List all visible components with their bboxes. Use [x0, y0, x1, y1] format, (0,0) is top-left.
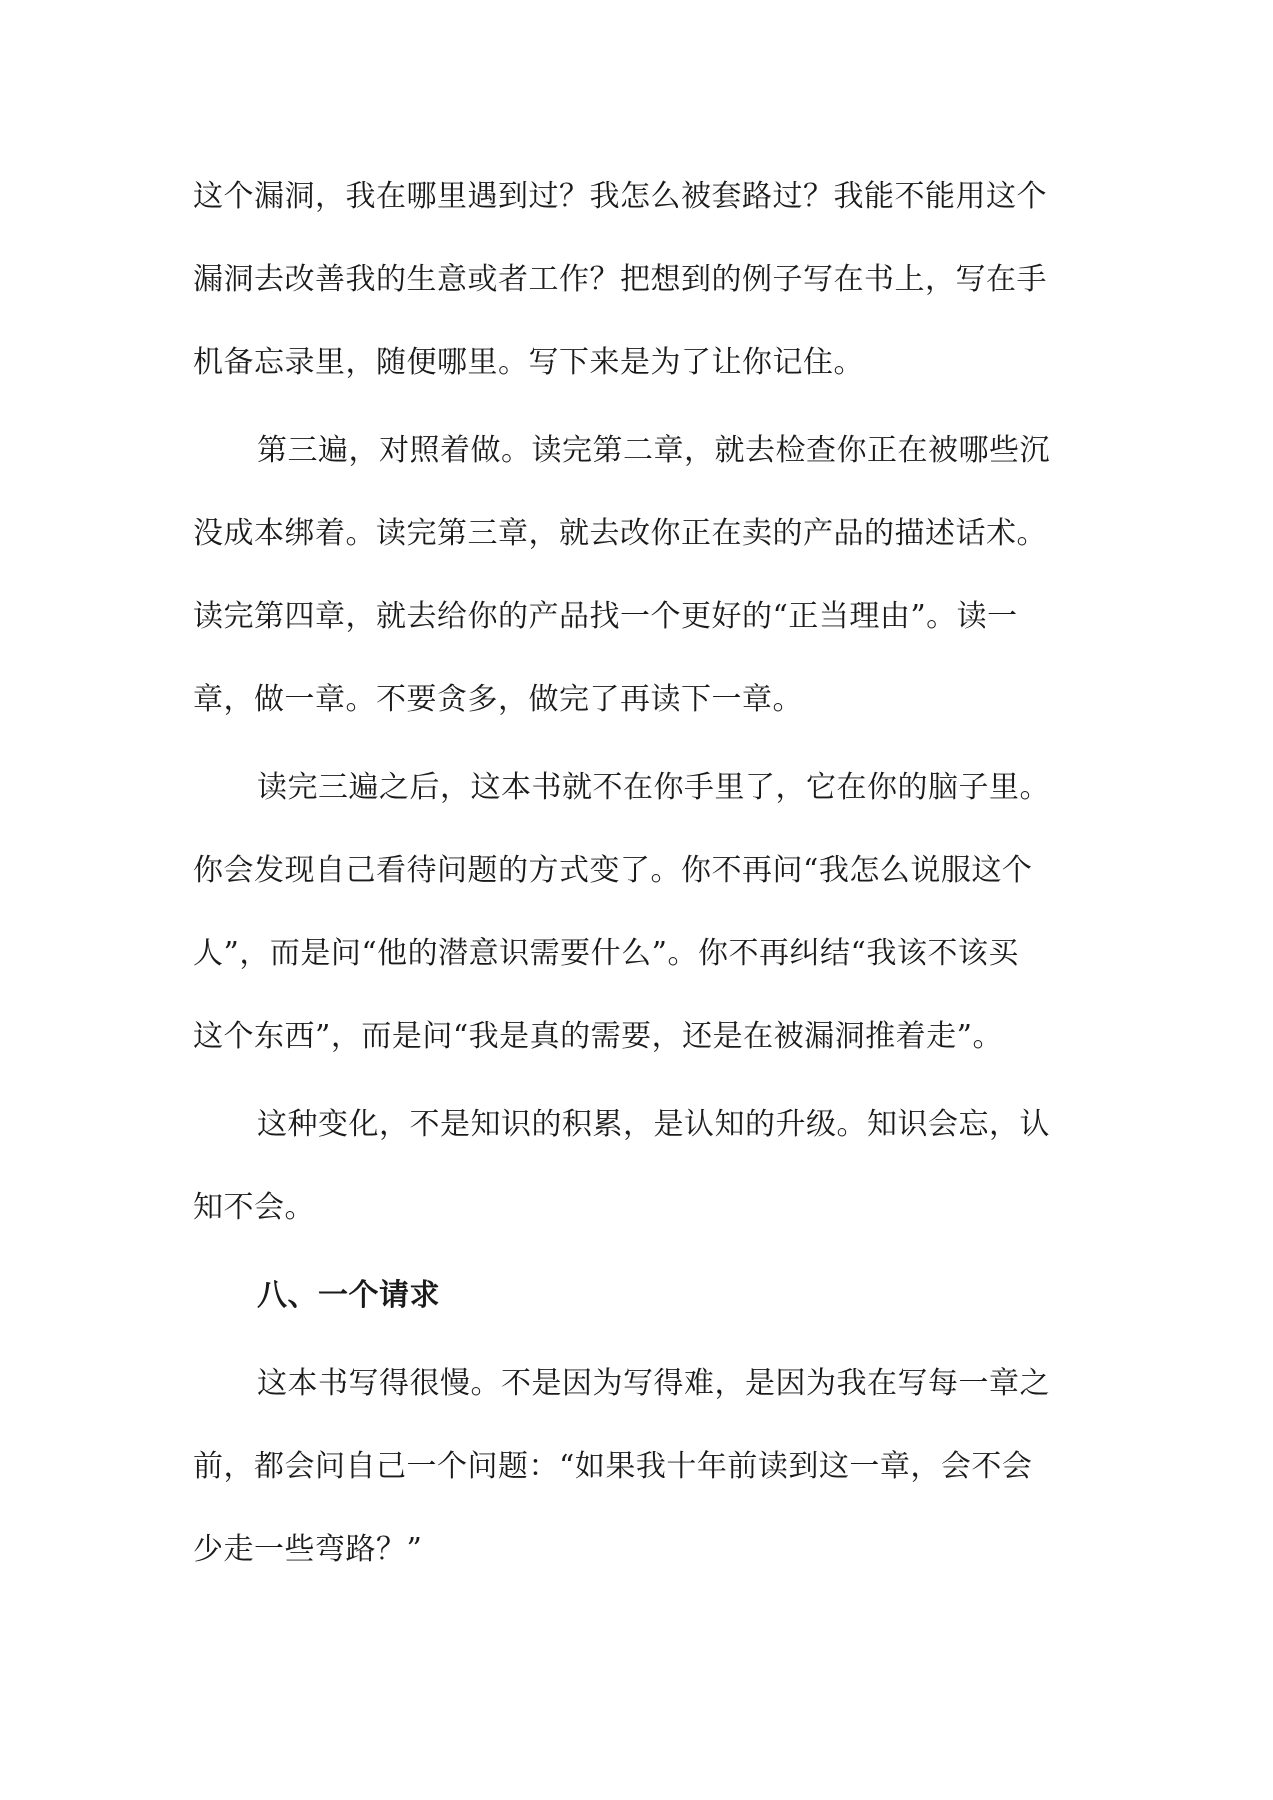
body-text-line: 漏洞去改善我的生意或者工作？把想到的例子写在书上，写在手 — [193, 262, 1047, 297]
body-text-line: 章，做一章。不要贪多，做完了再读下一章。 — [193, 682, 803, 717]
body-text-line: 你会发现自己看待问题的方式变了。你不再问“我怎么说服这个 — [193, 853, 1033, 888]
body-text-line: 读完第四章，就去给你的产品找一个更好的“正当理由”。读一 — [193, 599, 1018, 634]
paragraph-first-line: 读完三遍之后，这本书就不在你手里了，它在你的脑子里。 — [257, 770, 1050, 805]
body-text-line: 少走一些弯路？” — [193, 1532, 423, 1567]
body-text-line: 人”，而是问“他的潜意识需要什么”。你不再纠结“我该不该买 — [193, 936, 1019, 971]
paragraph-first-line: 第三遍，对照着做。读完第二章，就去检查你正在被哪些沉 — [257, 433, 1050, 468]
paragraph-first-line: 这种变化，不是知识的积累，是认知的升级。知识会忘，认 — [257, 1107, 1050, 1142]
section-heading: 八、一个请求 — [257, 1278, 440, 1313]
body-text-line: 没成本绑着。读完第三章，就去改你正在卖的产品的描述话术。 — [193, 516, 1047, 551]
body-text-line: 机备忘录里，随便哪里。写下来是为了让你记住。 — [193, 345, 864, 380]
body-text-line: 知不会。 — [193, 1190, 315, 1225]
body-text-line: 这个漏洞，我在哪里遇到过？我怎么被套路过？我能不能用这个 — [193, 179, 1047, 214]
body-text-line: 前，都会问自己一个问题：“如果我十年前读到这一章，会不会 — [193, 1449, 1033, 1484]
body-text-line: 这个东西”，而是问“我是真的需要，还是在被漏洞推着走”。 — [193, 1019, 1004, 1054]
paragraph-first-line: 这本书写得很慢。不是因为写得难，是因为我在写每一章之 — [257, 1366, 1050, 1401]
